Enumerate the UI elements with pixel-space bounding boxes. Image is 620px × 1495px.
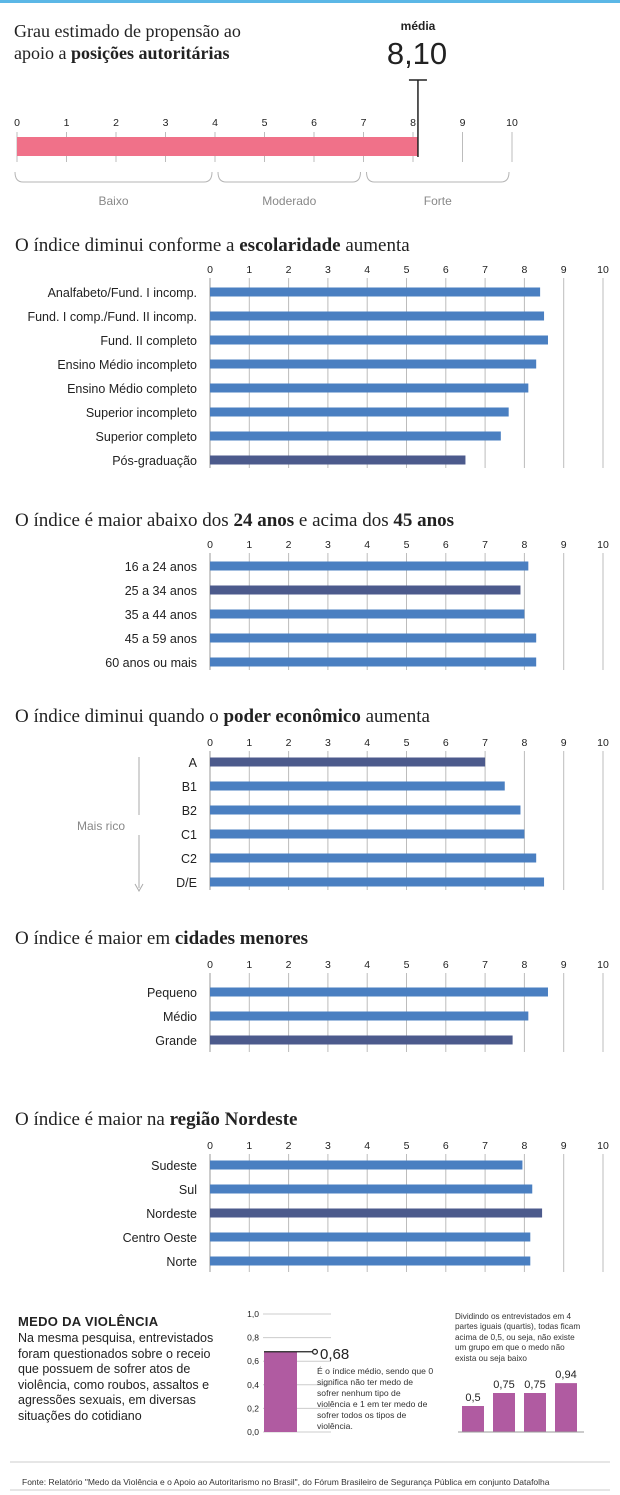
tick-label: 0 <box>207 539 213 551</box>
row-label: Sudeste <box>151 1159 197 1173</box>
section-title-text: O índice é maior em <box>15 928 175 949</box>
bar <box>210 336 548 345</box>
tick-label: 2 <box>285 1140 292 1152</box>
richer-label: Mais rico <box>76 819 126 833</box>
intro-tick-label: 4 <box>212 117 218 129</box>
intro-average-bar <box>17 137 418 156</box>
section-title-bold: região Nordeste <box>169 1109 298 1130</box>
tick-label: 7 <box>482 264 489 276</box>
quartile-bar <box>493 1393 515 1432</box>
section-title-bold: cidades menores <box>174 928 309 949</box>
bar <box>210 634 536 643</box>
row-label: 45 a 59 anos <box>124 632 197 646</box>
intro-tick-label: 1 <box>63 117 70 129</box>
row-label: C1 <box>181 828 197 842</box>
bar <box>210 988 548 997</box>
quartile-bar <box>524 1393 546 1432</box>
tick-label: 3 <box>324 1140 331 1152</box>
quartile-value-label: 0,75 <box>493 1379 515 1391</box>
section-title-bold: escolaridade <box>239 235 341 256</box>
intro-title-plain: apoio a <box>14 43 71 63</box>
quartile-value-label: 0,94 <box>555 1369 577 1382</box>
tick-label: 9 <box>560 737 567 749</box>
row-label: 35 a 44 anos <box>124 608 197 622</box>
tick-label: 10 <box>597 264 609 276</box>
bar <box>210 456 465 465</box>
tick-label: 4 <box>364 264 371 276</box>
intro-tick-label: 2 <box>113 117 119 129</box>
bar <box>210 610 524 619</box>
tick-label: 5 <box>403 737 410 749</box>
quartile-value-label: 0,75 <box>524 1379 546 1391</box>
row-label: Ensino Médio incompleto <box>57 358 197 372</box>
tick-label: 10 <box>597 737 609 749</box>
tick-label: 1 <box>246 1140 253 1152</box>
tick-label: 7 <box>482 737 489 749</box>
tick-label: 1 <box>246 959 253 971</box>
tick-label: 4 <box>364 959 371 971</box>
tick-label: 9 <box>560 539 567 551</box>
tick-label: 7 <box>482 539 489 551</box>
intro-tick-label: 6 <box>311 117 317 129</box>
row-label: Norte <box>166 1255 197 1269</box>
band-label: Baixo <box>98 194 129 208</box>
average-label: média <box>400 19 436 33</box>
tick-label: 1 <box>246 264 253 276</box>
tick-label: 5 <box>403 1140 410 1152</box>
row-label: C2 <box>181 852 197 866</box>
tick-label: 0 <box>207 264 213 276</box>
tick-label: 9 <box>560 959 567 971</box>
bar <box>210 1257 530 1266</box>
fear-mean-dot <box>313 1349 318 1354</box>
fear-tick-label: 0,4 <box>247 1379 259 1390</box>
bar <box>210 384 528 393</box>
bar <box>210 830 524 839</box>
tick-label: 4 <box>364 1140 371 1152</box>
tick-label: 6 <box>442 1140 449 1152</box>
section-title-bold: 45 anos <box>393 510 455 531</box>
tick-label: 4 <box>364 737 371 749</box>
intro-tick-label: 8 <box>410 117 416 129</box>
tick-label: 6 <box>442 737 449 749</box>
band-bracket <box>218 172 361 182</box>
section-title-bold: 24 anos <box>233 510 295 531</box>
bar <box>210 806 520 815</box>
tick-label: 8 <box>521 959 528 971</box>
fear-tick-label: 0,0 <box>247 1427 259 1437</box>
bar <box>210 1209 542 1218</box>
row-label: Grande <box>155 1034 197 1048</box>
tick-label: 3 <box>324 264 331 276</box>
tick-label: 1 <box>246 737 253 749</box>
row-label: Sul <box>178 1183 197 1197</box>
tick-label: 7 <box>482 1140 489 1152</box>
bar <box>210 878 544 887</box>
bar <box>210 432 501 441</box>
tick-label: 2 <box>285 264 292 276</box>
section-title-text: e acima dos <box>294 510 394 531</box>
tick-label: 2 <box>285 737 292 749</box>
fear-tick-label: 1,0 <box>247 1309 259 1319</box>
row-label: 16 a 24 anos <box>124 560 197 574</box>
tick-label: 2 <box>285 539 292 551</box>
band-label: Moderado <box>262 194 317 208</box>
tick-label: 0 <box>207 737 213 749</box>
intro-tick-label: 7 <box>360 117 367 129</box>
tick-label: 8 <box>521 1140 528 1152</box>
section-title-text: aumenta <box>360 706 430 727</box>
intro-tick-label: 3 <box>162 117 169 129</box>
row-label: Nordeste <box>146 1207 197 1221</box>
section-title-text: O índice diminui quando o <box>15 706 224 727</box>
tick-label: 10 <box>597 959 609 971</box>
fear-tick-label: 0,8 <box>247 1332 259 1343</box>
bar <box>210 288 540 297</box>
tick-label: 10 <box>597 539 609 551</box>
tick-label: 6 <box>442 264 449 276</box>
intro-tick-label: 9 <box>459 117 466 129</box>
fear-mean-value: 0,68 <box>320 1345 350 1363</box>
bar <box>210 312 544 321</box>
tick-label: 6 <box>442 959 449 971</box>
bar <box>210 658 536 667</box>
tick-label: 2 <box>285 959 292 971</box>
row-label: Centro Oeste <box>122 1231 197 1245</box>
row-label: B2 <box>181 804 197 818</box>
average-value: 8,10 <box>386 36 448 71</box>
intro-title-line1: Grau estimado de propensão ao <box>14 21 241 41</box>
band-label: Forte <box>423 194 452 208</box>
tick-label: 1 <box>246 539 253 551</box>
tick-label: 5 <box>403 959 410 971</box>
violence-title: MEDO DA VIOLÊNCIA <box>18 1314 159 1329</box>
tick-label: 3 <box>324 959 331 971</box>
tick-label: 8 <box>521 539 528 551</box>
intro-title-bold: posições autoritárias <box>70 43 230 63</box>
row-label: B1 <box>181 780 197 794</box>
tick-label: 5 <box>403 539 410 551</box>
quartile-bar <box>555 1383 577 1432</box>
source-note: Fonte: Relatório "Medo da Violência e o Apoio ao Autoritarismo no Brasil", do Fórum Brasileiro de Segurança Pública em conjunto Datafolha <box>22 1477 550 1487</box>
bar <box>210 1012 528 1021</box>
row-label: D/E <box>176 876 197 890</box>
bar <box>210 1161 522 1170</box>
row-label: Pequeno <box>146 986 197 1000</box>
bar <box>210 1036 513 1045</box>
row-label: Analfabeto/Fund. I incomp. <box>47 286 197 300</box>
section-title-text: aumenta <box>340 235 410 256</box>
fear-tick-label: 0,2 <box>247 1403 259 1414</box>
tick-label: 10 <box>597 1140 609 1152</box>
bar <box>210 408 509 417</box>
row-label: 60 anos ou mais <box>105 656 197 670</box>
row-label: Ensino Médio completo <box>67 382 197 396</box>
tick-label: 0 <box>207 959 213 971</box>
violence-text: Na mesma pesquisa, entrevistados foram questionados sobre o receio que possuem de sofrer atos de violência, como roubos, assaltos e agressões sexuais, em diversas situações do cotidiano <box>18 1331 214 1423</box>
band-bracket <box>367 172 510 182</box>
fear-mean-bar <box>264 1352 297 1432</box>
intro-tick-label: 10 <box>506 117 518 129</box>
row-label: A <box>188 756 197 770</box>
band-bracket <box>15 172 212 182</box>
tick-label: 4 <box>364 539 371 551</box>
section-title-text: O índice é maior na <box>15 1109 170 1130</box>
bar <box>210 758 485 767</box>
section-title-bold: poder econômico <box>223 706 361 727</box>
quartile-value-label: 0,5 <box>465 1392 481 1404</box>
tick-label: 9 <box>560 1140 567 1152</box>
bar <box>210 1233 530 1242</box>
tick-label: 3 <box>324 737 331 749</box>
row-label: Superior completo <box>95 430 197 444</box>
intro-tick-label: 5 <box>261 117 268 129</box>
bar <box>210 562 528 571</box>
section-title-text: O índice diminui conforme a <box>15 235 240 256</box>
row-label: Médio <box>162 1010 197 1024</box>
bar <box>210 586 520 595</box>
tick-label: 8 <box>521 264 528 276</box>
bar <box>210 854 536 863</box>
tick-label: 0 <box>207 1140 213 1152</box>
bar <box>210 782 505 791</box>
quartile-note: Dividindo os entrevistados em 4 partes iguais (quartis), todas ficam acima de 0,5, ou seja, não existe um grupo em que o medo não exista ou seja baixo <box>455 1312 581 1363</box>
fear-tick-label: 0,6 <box>247 1356 259 1367</box>
tick-label: 8 <box>521 737 528 749</box>
row-label: Superior incompleto <box>85 406 197 420</box>
tick-label: 9 <box>560 264 567 276</box>
row-label: Fund. I comp./Fund. II incomp. <box>27 310 197 324</box>
intro-tick-label: 0 <box>14 117 20 129</box>
mean-note: É o índice médio, sendo que 0 significa não ter medo de sofrer nenhum tipo de violência e 1 em ter medo de sofrer todos os tipos de violência. <box>317 1366 434 1431</box>
bar <box>210 360 536 369</box>
section-title-text: O índice é maior abaixo dos <box>15 510 234 531</box>
row-label: Fund. II completo <box>100 334 197 348</box>
tick-label: 3 <box>324 539 331 551</box>
bar <box>210 1185 532 1194</box>
row-label: 25 a 34 anos <box>124 584 197 598</box>
tick-label: 7 <box>482 959 489 971</box>
quartile-bar <box>462 1406 484 1432</box>
tick-label: 5 <box>403 264 410 276</box>
row-label: Pós-graduação <box>112 454 197 468</box>
tick-label: 6 <box>442 539 449 551</box>
